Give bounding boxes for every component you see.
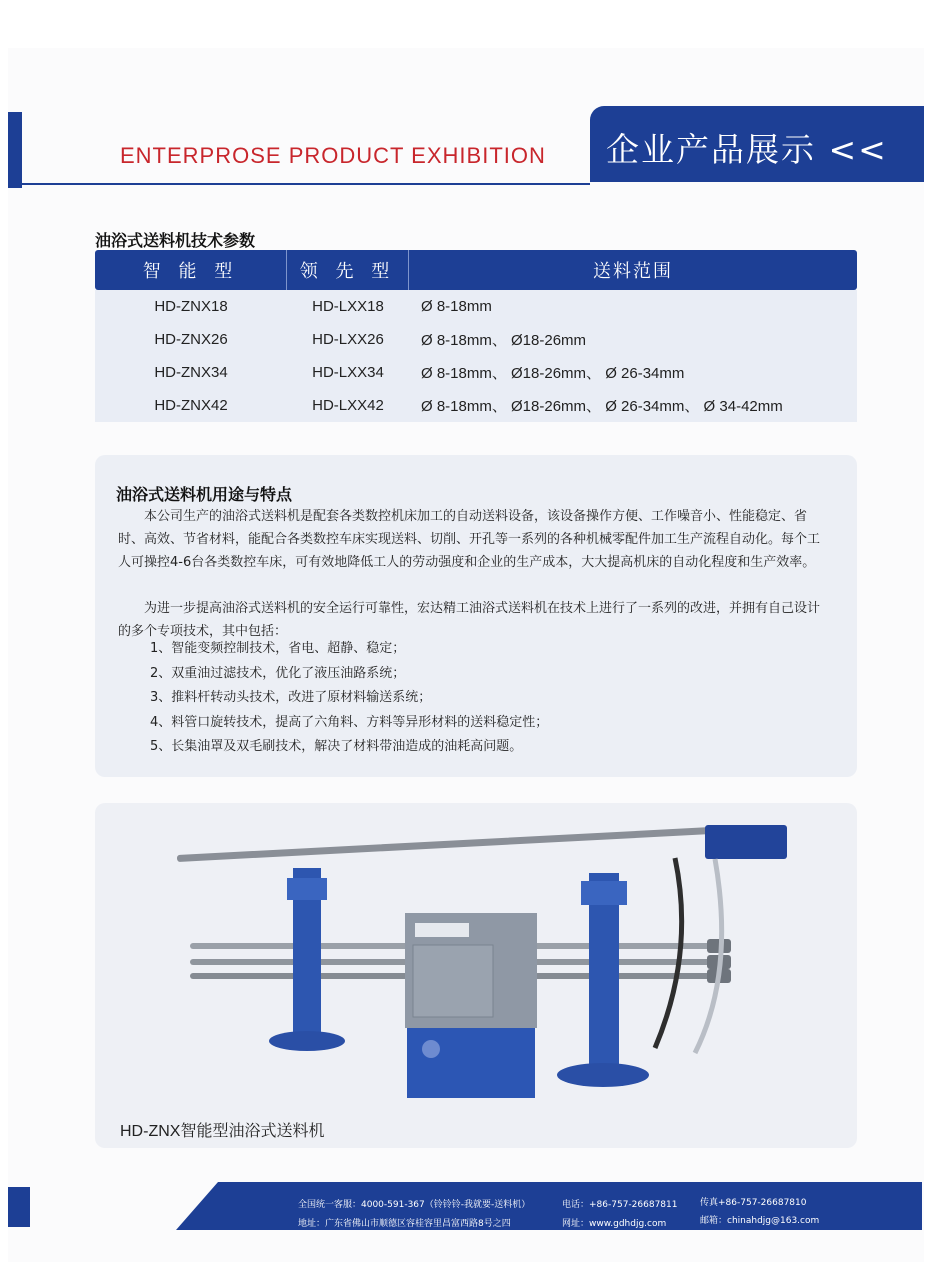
footer-website: 网址：www.gdhdjg.com (562, 1219, 667, 1229)
cell-leading-model: HD-LXX42 (312, 397, 384, 414)
footer-fax: 传真+86-757-26687810 (700, 1198, 807, 1208)
product-image-caption: HD-ZNX智能型油浴式送料机 (120, 1123, 325, 1140)
cell-leading-model: HD-LXX34 (312, 364, 384, 381)
footer-address: 地址：广东省佛山市顺德区容桂容里昌富西路8号之四 (298, 1219, 511, 1229)
list-item: 3、推料杆转动头技术，改进了原材料输送系统； (150, 690, 432, 705)
features-paragraph-1: 本公司生产的油浴式送料机是配套各类数控机床加工的自动送料设备，该设备操作方便、工作噪音小、性能稳定、省时、高效、节省材料，能配合各类数控车床实现送料、切削、开孔等一系列的各种机械零配件加工生产流程自动化。每个工人可操控4-6台各类数控车床，可有效地降低工人的劳动强度和企业的生产成本，大大提高机床的自动化程度和生产效率。 (118, 509, 821, 570)
list-item: 5、长集油罩及双毛刷技术，解决了材料带油造成的油耗高问题。 (150, 739, 523, 754)
header-title-english: ENTERPROSE PRODUCT EXHIBITION (120, 143, 546, 168)
list-item: 2、双重油过滤技术，优化了液压油路系统； (150, 665, 406, 681)
cell-feed-range: Ø 8-18mm、 Ø18-26mm、 Ø 26-34mm (421, 365, 685, 382)
features-list (150, 637, 548, 760)
footer-left-bar (8, 1187, 30, 1227)
features-paragraph-2: 为进一步提高油浴式送料机的安全运行可靠性，宏达精工油浴式送料机在技术上进行了一系列的改进，并拥有自己设计的多个专项技术，其中包括： (118, 601, 821, 639)
column-header-leading: 领 先 型 (287, 250, 409, 290)
list-item: 4、料管口旋转技术，提高了六角料、方料等异形材料的送料稳定性； (150, 714, 549, 730)
table-row (95, 323, 857, 356)
product-image-panel (95, 803, 857, 1148)
table-row (95, 356, 857, 389)
cell-smart-model: HD-ZNX18 (154, 298, 228, 315)
cell-feed-range: Ø 8-18mm、 Ø18-26mm、 Ø 26-34mm、 Ø 34-42mm (421, 398, 783, 415)
cell-smart-model: HD-ZNX42 (154, 397, 228, 414)
table-row (95, 290, 857, 323)
cell-smart-model: HD-ZNX34 (154, 364, 228, 381)
footer-telephone: 电话：+86-757-26687811 (562, 1200, 678, 1210)
column-header-smart: 智 能 型 (95, 250, 287, 290)
cell-leading-model: HD-LXX18 (312, 298, 384, 315)
features-title: 油浴式送料机用途与特点 (116, 485, 293, 504)
list-item: 1、智能变频控制技术，省电、超静、稳定； (150, 641, 406, 656)
spec-table-header (95, 250, 857, 290)
table-row (95, 389, 857, 422)
cell-feed-range: Ø 8-18mm、 Ø18-26mm (421, 332, 587, 349)
column-header-range: 送料范围 (593, 261, 673, 282)
spec-table-title: 油浴式送料机技术参数 (95, 231, 256, 250)
header-underline (22, 183, 590, 185)
spec-table (95, 250, 857, 422)
cell-smart-model: HD-ZNX26 (154, 331, 228, 348)
cell-leading-model: HD-LXX26 (312, 331, 384, 348)
footer-service-hotline: 全国统一客服：4000-591-367（铃铃铃-我就要-送料机） (298, 1200, 531, 1210)
header-title-chinese: 企业产品展示 << (606, 130, 888, 169)
cell-feed-range: Ø 8-18mm (421, 298, 492, 315)
bar-feeder-machine-illustration (95, 803, 857, 1148)
footer-email: 邮箱：chinahdjg@163.com (700, 1216, 820, 1226)
header-left-bar (8, 112, 22, 188)
